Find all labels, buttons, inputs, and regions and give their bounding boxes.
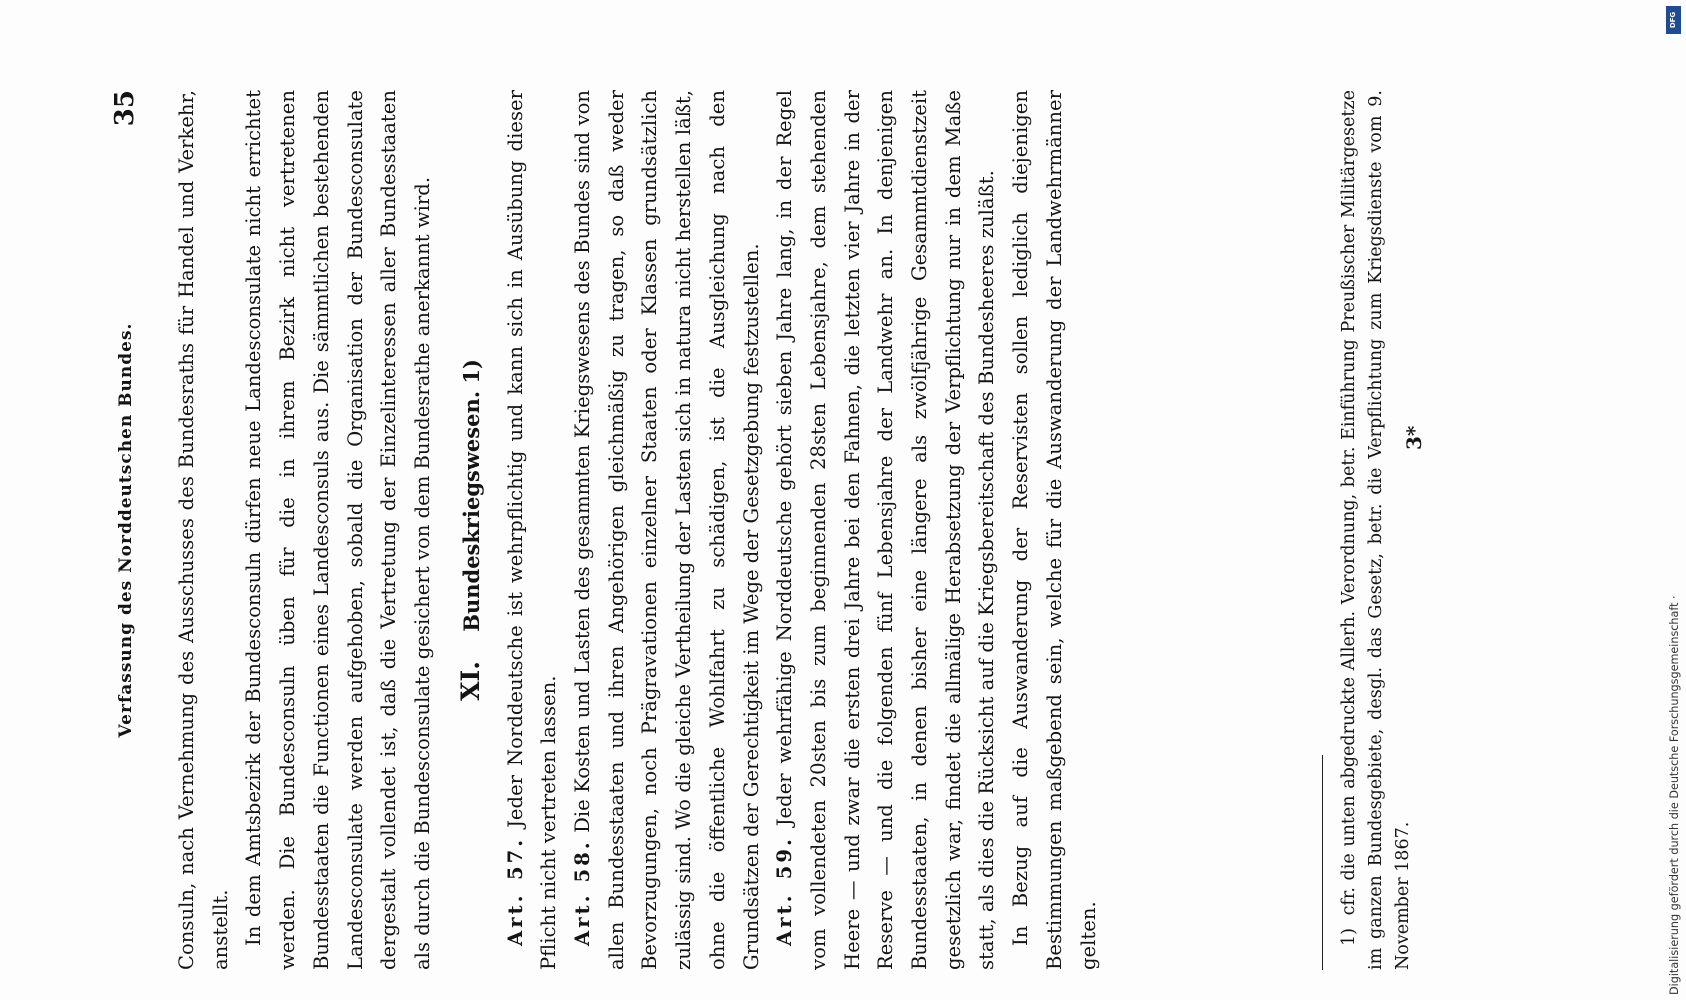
footnote-divider [1322, 755, 1323, 970]
footnote-text: cfr. die unten abgedruckte Allerh. Verordnung, betr. Einführung Preußischer Militärgesetze im ganzen Bundesgebiete, desgl. das Gesetz, betr. die Verpflichtung zum Kriegsdienste vom 9. November 1867. [1339, 90, 1413, 970]
article-text: Die Kosten und Lasten des gesammten Kriegswesens des Bundes sind von allen Bundesstaaten und ihren Angehörigen gleichmäßig zu tragen, so daß weder Bevorzugungen, noch Prägravationen einzelner Staaten oder Klassen grundsätzlich zulässig sind. Wo die gleiche Vertheilung der Lasten sich in natura nicht herstellen läßt, ohne die öffentliche Wohlfahrt zu schädigen, ist die Ausgleichung nach den Grundsätzen der Gerechtigkeit im Wege der Gesetzgebung festzustellen. [571, 89, 763, 970]
article-label: Art. 57. [503, 836, 527, 946]
digitization-credit: Digitalisierung gefördert durch die Deutsche Forschungsgemeinschaft · [1668, 595, 1681, 995]
article-58 [566, 90, 768, 970]
paragraph-consuln: Consuln, nach Vernehmung des Ausschusses des Bundesraths für Handel und Verkehr, anstellt. [175, 90, 232, 970]
page-number: 35 [110, 90, 140, 127]
article-label: Art. 59. [773, 836, 797, 946]
footnote-label: 1) [1339, 928, 1359, 946]
dfg-logo-text: DFG [1669, 11, 1678, 29]
dfg-logo-icon [1666, 6, 1681, 34]
article-57 [499, 90, 566, 970]
article-59 [768, 90, 1004, 970]
page-header [110, 90, 150, 970]
article-59-reservists: In Bezug auf die Auswanderung der Reservisten sollen lediglich diejenigen Bestimmungen maßgebend sein, welche für die Auswanderung der Landwehrmänner gelten. [1009, 90, 1100, 970]
section-heading [454, 90, 489, 970]
running-head: Verfassung des Norddeutschen Bundes. [116, 322, 136, 738]
printer-signature: 3* [1402, 425, 1426, 450]
rotated-text-block [110, 90, 1450, 970]
section-number: XI. [455, 661, 485, 701]
article-label: Art. 58. [571, 839, 595, 946]
article-text: Jeder Norddeutsche ist wehrpflichtig und kann sich in Ausübung dieser Pflicht nicht vertreten lassen. [503, 90, 561, 970]
paragraph-landesconsulate: In dem Amtsbezirk der Bundesconsuln dürfen neue Landesconsulate nicht errichtet werden. Die Bundesconsuln üben für die in ihrem Bezirk nicht vertretenen Bundesstaaten die Functionen eines Landesconsuls aus. Die sämmtlichen bestehenden Landesconsulate werden aufgehoben, sobald die Organisation der Bundesconsulate dergestalt vollendet ist, daß die Vertretung der Einzelinteressen aller Bundesstaaten als durch die Bundesconsulate gesichert von dem Bundesrathe anerkannt wird. [242, 90, 434, 970]
footnote [1336, 90, 1417, 970]
article-text: Jeder wehrfähige Norddeutsche gehört sieben Jahre lang, in der Regel vom vollendeten 20sten bis zum beginnenden 28sten Lebensjahre, dem stehenden Heere — und zwar die ersten drei Jahre bei den Fahnen, die letzten vier Jahre in der Reserve — und die folgenden fünf Lebensjahre der Landwehr an. In denjenigen Bundesstaaten, in denen bisher eine längere als zwölfjährige Gesammtdienstzeit gesetzlich war, findet die allmälige Herabsetzung der Verpflichtung nur in dem Maße statt, als dies die Rücksicht auf die Kriegsbereitschaft des Bundesheeres zuläßt. [773, 90, 999, 970]
section-title: Bundeskriegswesen. 1) [458, 359, 484, 632]
page-body [170, 90, 1105, 970]
